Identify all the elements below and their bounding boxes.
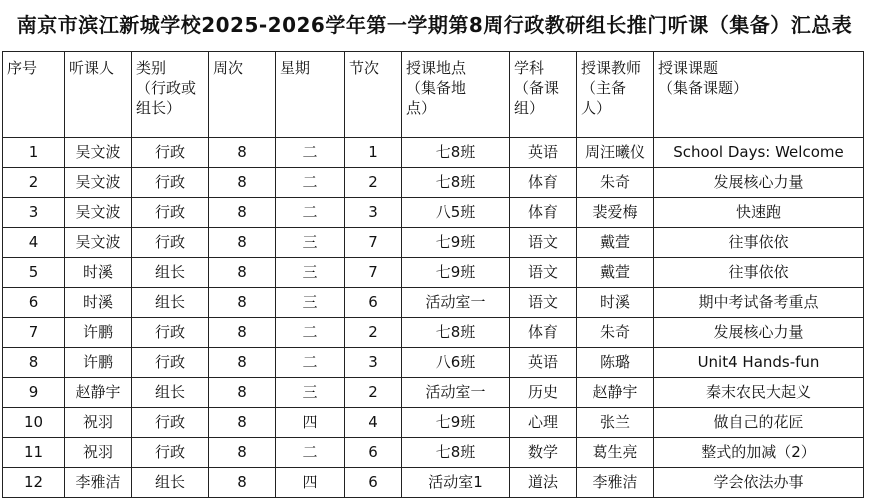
- cell-weekday: 三: [276, 228, 345, 258]
- cell-weekday: 四: [276, 408, 345, 438]
- cell-subject: 语文: [510, 228, 577, 258]
- cell-period: 7: [345, 258, 402, 288]
- header-line: 节次: [349, 59, 380, 77]
- cell-subject: 历史: [510, 378, 577, 408]
- cell-week: 8: [209, 348, 276, 378]
- cell-weekday: 三: [276, 288, 345, 318]
- cell-week: 8: [209, 438, 276, 468]
- cell-topic: 发展核心力量: [654, 318, 864, 348]
- cell-category: 组长: [132, 258, 209, 288]
- cell-seq: 9: [3, 378, 65, 408]
- cell-category: 行政: [132, 138, 209, 168]
- cell-seq: 10: [3, 408, 65, 438]
- cell-period: 3: [345, 198, 402, 228]
- cell-period: 6: [345, 438, 402, 468]
- cell-week: 8: [209, 258, 276, 288]
- cell-subject: 体育: [510, 168, 577, 198]
- cell-weekday: 三: [276, 378, 345, 408]
- cell-week: 8: [209, 138, 276, 168]
- cell-location: 活动室一: [402, 378, 510, 408]
- cell-week: 8: [209, 408, 276, 438]
- cell-seq: 3: [3, 198, 65, 228]
- cell-seq: 1: [3, 138, 65, 168]
- cell-location: 七8班: [402, 168, 510, 198]
- cell-period: 6: [345, 288, 402, 318]
- cell-topic: 期中考试备考重点: [654, 288, 864, 318]
- table-row: [3, 408, 864, 438]
- cell-subject: 语文: [510, 288, 577, 318]
- cell-period: 7: [345, 228, 402, 258]
- cell-listener: 许鹏: [65, 348, 132, 378]
- cell-teacher: 时溪: [577, 288, 654, 318]
- cell-location: 七8班: [402, 138, 510, 168]
- cell-period: 2: [345, 378, 402, 408]
- cell-seq: 6: [3, 288, 65, 318]
- table-row: [3, 198, 864, 228]
- header-teacher: [577, 52, 654, 138]
- cell-teacher: 戴萱: [577, 258, 654, 288]
- cell-weekday: 二: [276, 348, 345, 378]
- cell-subject: 英语: [510, 138, 577, 168]
- cell-category: 行政: [132, 348, 209, 378]
- cell-category: 组长: [132, 468, 209, 498]
- cell-listener: 李雅洁: [65, 468, 132, 498]
- cell-topic: 学会依法办事: [654, 468, 864, 498]
- cell-weekday: 二: [276, 138, 345, 168]
- cell-location: 七8班: [402, 318, 510, 348]
- cell-listener: 吴文波: [65, 138, 132, 168]
- header-line: （集备课题）: [658, 79, 749, 97]
- cell-week: 8: [209, 168, 276, 198]
- cell-subject: 语文: [510, 258, 577, 288]
- cell-period: 1: [345, 138, 402, 168]
- header-line: 组长）: [136, 99, 182, 117]
- cell-topic: 做自己的花匠: [654, 408, 864, 438]
- cell-category: 组长: [132, 288, 209, 318]
- cell-topic: 秦末农民大起义: [654, 378, 864, 408]
- cell-week: 8: [209, 318, 276, 348]
- cell-listener: 吴文波: [65, 168, 132, 198]
- header-line: 星期: [280, 59, 311, 77]
- cell-weekday: 二: [276, 198, 345, 228]
- cell-seq: 2: [3, 168, 65, 198]
- cell-seq: 4: [3, 228, 65, 258]
- cell-teacher: 葛生亮: [577, 438, 654, 468]
- header-line: 序号: [7, 59, 38, 77]
- cell-seq: 12: [3, 468, 65, 498]
- cell-listener: 时溪: [65, 288, 132, 318]
- cell-listener: 祝羽: [65, 408, 132, 438]
- cell-seq: 7: [3, 318, 65, 348]
- cell-period: 3: [345, 348, 402, 378]
- header-line: 组）: [514, 99, 545, 117]
- header-line: 授课教师: [581, 59, 642, 77]
- header-line: 点）: [406, 99, 437, 117]
- cell-weekday: 二: [276, 168, 345, 198]
- cell-category: 行政: [132, 228, 209, 258]
- cell-weekday: 三: [276, 258, 345, 288]
- cell-topic: 整式的加减（2）: [654, 438, 864, 468]
- cell-topic: Unit4 Hands-fun: [654, 348, 864, 378]
- header-line: 听课人: [69, 59, 115, 77]
- page-title: 南京市滨江新城学校2025-2026学年第一学期第8周行政教研组长推门听课（集备）汇总表: [16, 13, 853, 37]
- cell-listener: 许鹏: [65, 318, 132, 348]
- cell-subject: 体育: [510, 198, 577, 228]
- header-line: 人）: [581, 99, 612, 117]
- table-row: [3, 258, 864, 288]
- cell-teacher: 裴爱梅: [577, 198, 654, 228]
- cell-teacher: 朱奇: [577, 318, 654, 348]
- cell-topic: 发展核心力量: [654, 168, 864, 198]
- cell-category: 行政: [132, 168, 209, 198]
- cell-week: 8: [209, 198, 276, 228]
- cell-location: 八6班: [402, 348, 510, 378]
- header-line: 周次: [213, 59, 244, 77]
- header-week: [209, 52, 276, 138]
- cell-teacher: 朱奇: [577, 168, 654, 198]
- cell-teacher: 张兰: [577, 408, 654, 438]
- header-line: 类别: [136, 59, 167, 77]
- cell-subject: 英语: [510, 348, 577, 378]
- cell-week: 8: [209, 288, 276, 318]
- cell-category: 行政: [132, 318, 209, 348]
- cell-seq: 11: [3, 438, 65, 468]
- cell-seq: 8: [3, 348, 65, 378]
- cell-subject: 道法: [510, 468, 577, 498]
- header-line: （备课: [514, 79, 560, 97]
- cell-location: 七9班: [402, 408, 510, 438]
- cell-topic: 往事依依: [654, 228, 864, 258]
- cell-listener: 吴文波: [65, 198, 132, 228]
- cell-topic: School Days: Welcome: [654, 138, 864, 168]
- cell-listener: 祝羽: [65, 438, 132, 468]
- cell-teacher: 李雅洁: [577, 468, 654, 498]
- cell-listener: 时溪: [65, 258, 132, 288]
- cell-location: 活动室1: [402, 468, 510, 498]
- header-line: 授课课题: [658, 59, 719, 77]
- cell-seq: 5: [3, 258, 65, 288]
- cell-subject: 心理: [510, 408, 577, 438]
- header-topic: [654, 52, 864, 138]
- table-row: [3, 348, 864, 378]
- header-period: [345, 52, 402, 138]
- header-line: 授课地点: [406, 59, 467, 77]
- cell-listener: 吴文波: [65, 228, 132, 258]
- header-line: （行政或: [136, 79, 197, 97]
- table-row: [3, 468, 864, 498]
- cell-weekday: 四: [276, 468, 345, 498]
- table-row: [3, 288, 864, 318]
- header-line: （集备地: [406, 79, 467, 97]
- cell-weekday: 二: [276, 318, 345, 348]
- cell-teacher: 周汪曦仪: [577, 138, 654, 168]
- header-weekday: [276, 52, 345, 138]
- cell-period: 6: [345, 468, 402, 498]
- header-listener: [65, 52, 132, 138]
- cell-category: 行政: [132, 438, 209, 468]
- header-seq: [3, 52, 65, 138]
- cell-week: 8: [209, 228, 276, 258]
- cell-period: 2: [345, 318, 402, 348]
- cell-location: 七8班: [402, 438, 510, 468]
- table-row: [3, 378, 864, 408]
- cell-topic: 快速跑: [654, 198, 864, 228]
- header-line: （主备: [581, 79, 627, 97]
- header-location: [402, 52, 510, 138]
- cell-weekday: 二: [276, 438, 345, 468]
- cell-period: 2: [345, 168, 402, 198]
- cell-topic: 往事依依: [654, 258, 864, 288]
- table-row: [3, 318, 864, 348]
- cell-category: 组长: [132, 378, 209, 408]
- cell-location: 七9班: [402, 228, 510, 258]
- table-row: [3, 138, 864, 168]
- header-row: [3, 52, 864, 138]
- cell-location: 八5班: [402, 198, 510, 228]
- summary-table: [2, 51, 864, 498]
- cell-subject: 数学: [510, 438, 577, 468]
- cell-location: 活动室一: [402, 288, 510, 318]
- cell-teacher: 陈璐: [577, 348, 654, 378]
- cell-subject: 体育: [510, 318, 577, 348]
- cell-category: 行政: [132, 198, 209, 228]
- cell-teacher: 赵静宇: [577, 378, 654, 408]
- cell-week: 8: [209, 378, 276, 408]
- cell-category: 行政: [132, 408, 209, 438]
- table-row: [3, 228, 864, 258]
- table-row: [3, 438, 864, 468]
- cell-period: 4: [345, 408, 402, 438]
- table-row: [3, 168, 864, 198]
- header-line: 学科: [514, 59, 545, 77]
- cell-location: 七9班: [402, 258, 510, 288]
- cell-teacher: 戴萱: [577, 228, 654, 258]
- header-category: [132, 52, 209, 138]
- cell-listener: 赵静宇: [65, 378, 132, 408]
- header-subject: [510, 52, 577, 138]
- cell-week: 8: [209, 468, 276, 498]
